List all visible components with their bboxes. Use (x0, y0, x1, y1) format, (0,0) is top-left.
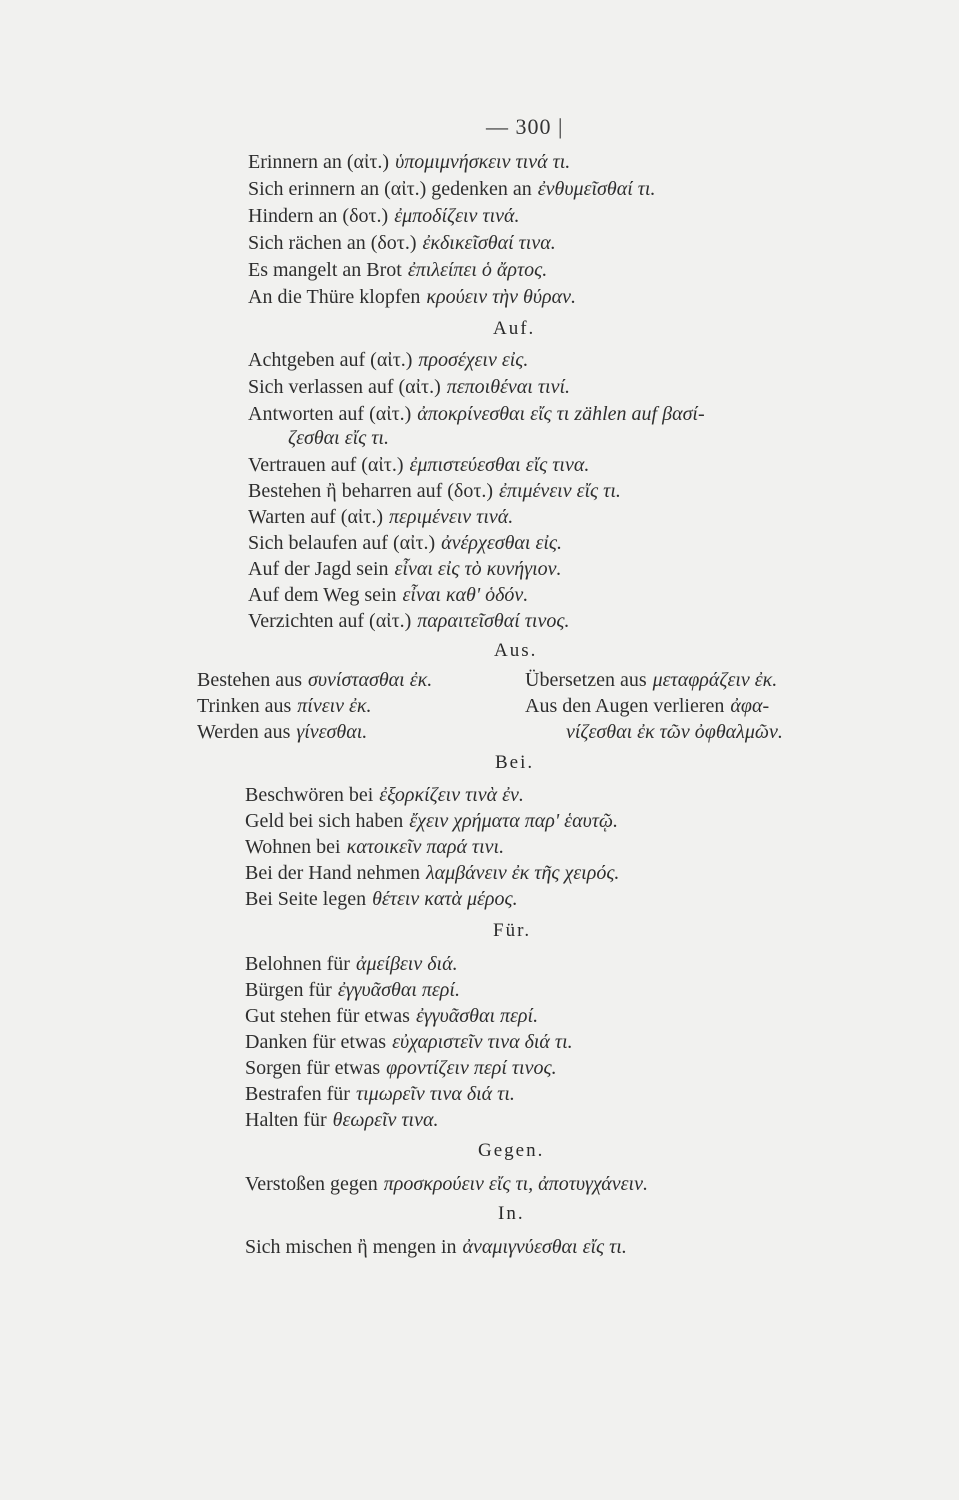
greek-term: ἐπιλείπει ὁ ἄρτος. (407, 259, 548, 281)
german-term: Wohnen bei (245, 836, 341, 858)
greek-term: θέτειν κατὰ μέρος. (372, 888, 518, 910)
german-term: Danken für etwas (245, 1031, 387, 1053)
entry-line (248, 375, 570, 399)
german-term: Belohnen für (245, 953, 350, 975)
german-term: Bei der Hand nehmen (245, 862, 420, 884)
greek-term: ὑπομιμνήσκειν τινά τι. (395, 151, 571, 173)
page-number: — 300 | (486, 114, 564, 139)
greek-term: ἐξορκίζειν τινὰ ἐν. (379, 784, 524, 806)
german-term: Beschwören bei (245, 784, 374, 806)
german-term: Erinnern an (αἰτ.) (248, 151, 390, 173)
entry-line (248, 479, 621, 503)
german-term: Hindern an (δοτ.) (248, 205, 389, 227)
entry-line (197, 668, 432, 692)
entry-line (245, 1235, 627, 1259)
section-heading-auf: Auf. (493, 318, 536, 339)
greek-term: λαμβάνειν ἐκ τῆς χειρός. (425, 862, 620, 884)
entry-line (245, 861, 619, 885)
greek-term: παραιτεῖσθαί τινος. (417, 610, 570, 632)
german-term: Halten für (245, 1109, 327, 1131)
german-term: Auf der Jagd sein (248, 558, 389, 580)
german-term: Vertrauen auf (αἰτ.) (248, 454, 404, 476)
entry-line (248, 609, 569, 633)
greek-term: ἐμποδίζειν τινά. (394, 205, 520, 227)
greek-term: ἐπιμένειν εἴς τι. (499, 480, 621, 502)
entry-line (248, 505, 513, 529)
entry-line-continued (560, 720, 783, 744)
entry-line (245, 978, 460, 1002)
german-term: Bestehen aus (197, 669, 302, 691)
german-term: Sich verlassen auf (αἰτ.) (248, 376, 441, 398)
entry-line (248, 557, 562, 581)
german-term: Gut stehen für etwas (245, 1005, 410, 1027)
greek-term: κατοικεῖν παρά τινι. (346, 836, 505, 858)
german-term: An die Thüre klopfen (248, 286, 421, 308)
german-term: Verstoßen gegen (245, 1173, 378, 1195)
greek-term: φροντίζειν περί τινος. (386, 1057, 557, 1079)
german-term: Geld bei sich haben (245, 810, 404, 832)
entry-line (197, 720, 367, 744)
section-heading-gegen: Gegen. (478, 1140, 545, 1161)
greek-term: τιμωρεῖν τινα διά τι. (355, 1083, 515, 1105)
greek-term: ἀνέρχεσθαι εἰς. (441, 532, 563, 554)
section-heading-aus: Aus. (494, 640, 538, 661)
entry-line (245, 1082, 515, 1106)
german-term: Werden aus (197, 721, 291, 743)
greek-term: θεωρεῖν τινα. (332, 1109, 439, 1131)
german-term: Sich rächen an (δοτ.) (248, 232, 417, 254)
greek-term: ἀμείβειν διά. (355, 953, 458, 975)
german-term: Bestrafen für (245, 1083, 350, 1105)
german-term: Achtgeben auf (αἰτ.) (248, 349, 413, 371)
greek-term: γίνεσθαι. (296, 721, 368, 743)
entry-line (248, 177, 656, 201)
greek-term: ἐκδικεῖσθαί τινα. (422, 232, 556, 254)
entry-line (245, 835, 504, 859)
greek-term: προσέχειν εἰς. (418, 349, 529, 371)
entry-line (248, 150, 570, 174)
section-heading-fuer: Für. (493, 920, 532, 941)
greek-term: ἐμπιστεύεσθαι εἴς τινα. (409, 454, 590, 476)
german-term: Sich belaufen auf (αἰτ.) (248, 532, 436, 554)
entry-line (248, 258, 547, 282)
entry-line (248, 348, 528, 372)
german-term: Warten auf (αἰτ.) (248, 506, 383, 528)
entry-line (245, 1004, 538, 1028)
section-heading-in: In. (498, 1203, 525, 1224)
german-term: Sorgen für etwas (245, 1057, 381, 1079)
entry-line (245, 1108, 438, 1132)
greek-term: ἔχειν χρήματα παρ' ἑαυτῷ. (409, 810, 619, 832)
german-term: Bürgen für (245, 979, 332, 1001)
german-term: Sich erinnern an (αἰτ.) gedenken an (248, 178, 532, 200)
entry-line (248, 204, 520, 228)
greek-term: ἐνθυμεῖσθαί τι. (537, 178, 656, 200)
entry-line (248, 285, 576, 309)
entry-line (248, 453, 589, 477)
greek-term: κρούειν τὴν θύραν. (426, 286, 577, 308)
german-term: Auf dem Weg sein (248, 584, 397, 606)
greek-term: ἀναμιγνύεσθαι εἴς τι. (462, 1236, 627, 1258)
german-term: Aus den Augen verlieren (525, 695, 725, 717)
greek-term: ἐγγυᾶσθαι περί. (337, 979, 460, 1001)
entry-line (525, 694, 769, 718)
entry-line-continued (282, 426, 389, 450)
entry-line (248, 402, 705, 426)
greek-term: εἶναι καθ' ὁδόν. (402, 584, 529, 606)
entry-line (248, 531, 562, 555)
entry-line (245, 1056, 557, 1080)
entry-line (245, 1172, 648, 1196)
german-term: Verzichten auf (αἰτ.) (248, 610, 412, 632)
german-term: Übersetzen aus (525, 669, 647, 691)
greek-term: ἐγγυᾶσθαι περί. (415, 1005, 539, 1027)
greek-term: εὐχαριστεῖν τινα διά τι. (392, 1031, 573, 1053)
greek-term: εἶναι εἰς τὸ κυνήγιον. (394, 558, 562, 580)
german-term: Antworten auf (αἰτ.) (248, 403, 412, 425)
german-term: Es mangelt an Brot (248, 259, 402, 281)
german-term: Bestehen ἢ beharren auf (δοτ.) (248, 480, 494, 502)
entry-line (525, 668, 777, 692)
german-term: Trinken aus (197, 695, 292, 717)
entry-line (245, 952, 458, 976)
greek-term: συνίστασθαι ἐκ. (307, 669, 433, 691)
entry-line (245, 887, 518, 911)
greek-term: ζεσθαι εἴς τι. (288, 427, 389, 449)
greek-term: περιμένειν τινά. (389, 506, 514, 528)
greek-term: νίζεσθαι ἐκ τῶν ὀφθαλμῶν. (566, 721, 783, 743)
greek-term: μεταφράζειν ἐκ. (652, 669, 778, 691)
greek-term: προσκρούειν εἴς τι, ἀποτυγχάνειν. (383, 1173, 648, 1195)
greek-term: ἀποκρίνεσθαι εἴς τι zählen auf βασί- (417, 403, 705, 425)
entry-line (245, 1030, 573, 1054)
entry-line (248, 231, 556, 255)
greek-term: πεποιθέναι τινί. (446, 376, 570, 398)
greek-term: πίνειν ἐκ. (297, 695, 372, 717)
german-term: Sich mischen ἢ mengen in (245, 1236, 457, 1258)
entry-line (245, 809, 618, 833)
entry-line (248, 583, 528, 607)
greek-term: ἀφα- (730, 695, 770, 717)
german-term: Bei Seite legen (245, 888, 367, 910)
section-heading-bei: Bei. (495, 752, 535, 773)
entry-line (197, 694, 372, 718)
entry-line (245, 783, 524, 807)
